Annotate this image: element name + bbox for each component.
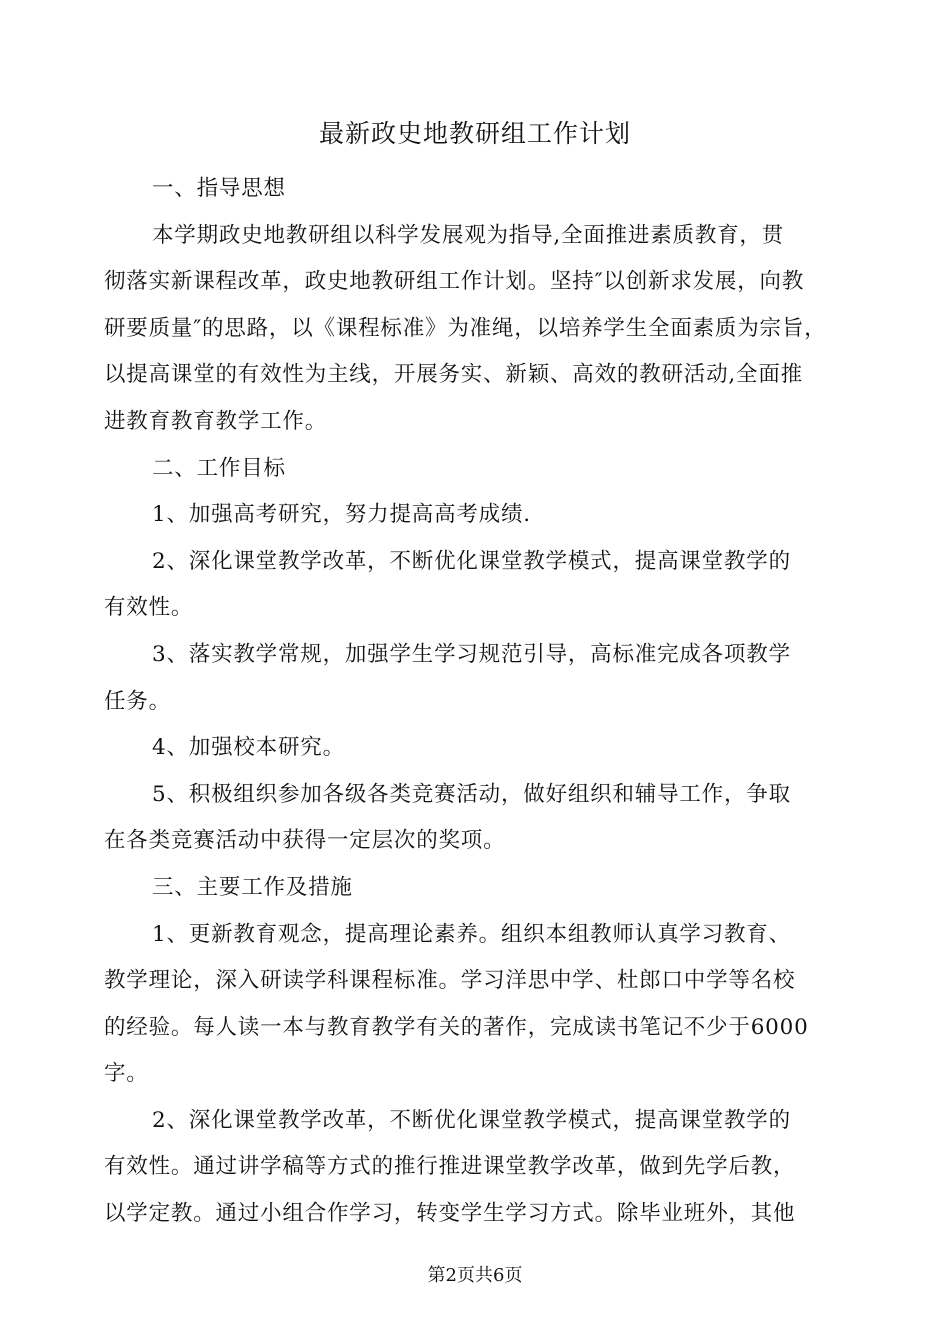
text-line: 2、深化课堂教学改革，不断优化课堂教学模式，提高课堂教学的 — [152, 1107, 791, 1133]
text-line: 进教育教育教学工作。 — [104, 408, 328, 434]
paragraph — [104, 772, 864, 865]
paragraph — [104, 1098, 864, 1238]
text-line: 5、积极组织参加各级各类竞赛活动，做好组织和辅导工作，争取 — [152, 781, 791, 807]
text-line: 以学定教。通过小组合作学习，转变学生学习方式。除毕业班外，其他 — [104, 1201, 796, 1227]
text-line: 4、加强校本研究。 — [152, 735, 345, 761]
text-line: 有效性。通过讲学稿等方式的推行推进课堂教学改革，做到先学后教， — [104, 1154, 796, 1180]
text-line: 二、工作目标 — [152, 455, 286, 481]
text-line: 教学理论，深入研读学科课程标准。学习洋思中学、杜郎口中学等名校 — [104, 968, 796, 994]
paragraph — [104, 492, 864, 539]
text-line: 在各类竞赛活动中获得一定层次的奖项。 — [104, 828, 506, 854]
text-line: 1、更新教育观念，提高理论素养。组织本组教师认真学习教育、 — [152, 921, 791, 947]
page-footer: 第2页共6页 — [427, 1265, 523, 1286]
text-line: 以提高课堂的有效性为主线，开展务实、新颖、高效的教研活动,全面推 — [104, 362, 803, 388]
paragraph — [104, 725, 864, 772]
text-line: 1、加强高考研究，努力提高高考成绩. — [152, 502, 531, 528]
paragraph — [104, 539, 864, 632]
text-line: 研要质量″的思路，以《课程标准》为准绳，以培养学生全面素质为宗旨， — [104, 315, 827, 341]
section-heading — [104, 446, 864, 493]
section-heading — [104, 865, 864, 912]
section-heading — [104, 166, 864, 213]
page-title: 最新政史地教研组工作计划 — [318, 119, 631, 148]
text-line: 本学期政史地教研组以科学发展观为指导,全面推进素质教育，贯 — [152, 222, 785, 248]
text-line: 任务。 — [104, 688, 171, 714]
text-line: 字。 — [104, 1061, 149, 1087]
text-line: 一、指导思想 — [152, 176, 286, 201]
document-body — [104, 166, 864, 1238]
text-line: 3、落实教学常规，加强学生学习规范引导，高标准完成各项教学 — [152, 641, 791, 667]
text-line: 2、深化课堂教学改革，不断优化课堂教学模式，提高课堂教学的 — [152, 548, 791, 574]
text-line: 的经验。每人读一本与教育教学有关的著作，完成读书笔记不少于6000 — [104, 1014, 809, 1040]
text-line: 三、主要工作及措施 — [152, 874, 353, 900]
text-line: 彻落实新课程改革，政史地教研组工作计划。坚持″以创新求发展，向教 — [104, 269, 805, 295]
paragraph — [104, 213, 864, 446]
paragraph — [104, 912, 864, 1098]
paragraph — [104, 632, 864, 725]
text-line: 有效性。 — [104, 595, 194, 621]
